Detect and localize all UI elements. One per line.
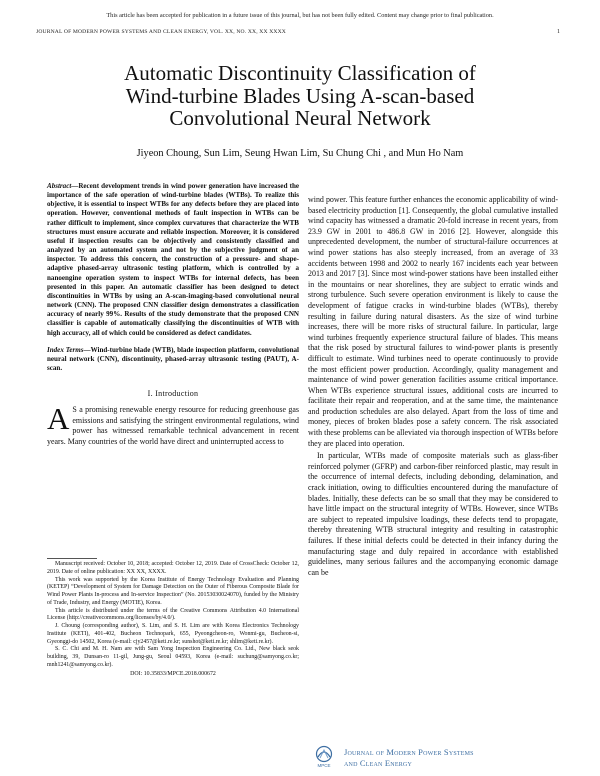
introduction-text: S a promising renewable energy resource for reducing greenhouse gas emissions and satisfying the stringent environmental regulations, wind power has witnessed remarkable technical advancement in recent years. Many countries of the world have direct and uninterrupted access to [47, 405, 299, 447]
footnote: S. C. Chi and M. H. Nam are with Sam Yong Inspection Engineering Co. Ltd., New black seok building, 39, Dunsan-ro 11-gil, Jung-gu, Seoul 04593, Korea (e-mail: suchung@samyong.co.kr; mnh1241@samyong.co.kr). [47, 646, 299, 668]
index-terms-text: —Wind-turbine blade (WTB), blade inspection platform, convolutional neural network (CNN), discontinuity, phased-array ultrasonic testing (PAUT), A-scan. [47, 345, 299, 372]
section-heading-introduction: I. Introduction [147, 389, 199, 399]
footnote: J. Choung (corresponding author), S. Lim, and S. H. Lim are with Korea Electronics Technology Institute (KETI), 401-402, Bucheon Technopark, 655, Pyeongcheon-ro, Wonmi-gu, Bucheon-si, Gyeonggi-do 14502, Korea (e-mail: cjy2457@keti.re.kr; sunshot@keti.re.kr; shlim@keti.re.kr). [47, 623, 299, 645]
abstract [47, 182, 299, 338]
paper-title [40, 62, 560, 130]
journal-logo [312, 745, 552, 771]
index-terms [47, 346, 299, 373]
drop-cap: A [47, 401, 70, 437]
footnote: Manuscript received: October 10, 2018; accepted: October 12, 2019. Date of CrossCheck: October 12, 2019. Date of online publication: XX XX, XXXX. [47, 561, 299, 575]
title-line-3: Convolutional Neural Network [169, 106, 431, 130]
journal-header: JOURNAL OF MODERN POWER SYSTEMS AND CLEAN ENERGY, VOL. XX, NO. XX, XX XXXX [36, 29, 286, 35]
right-column [308, 195, 558, 578]
abstract-text: —Recent development trends in wind power generation have increased the importance of the safe operation of wind-turbine blades (WTBs). To realize this objective, it is essential to inspect WTBs for any defects before they are placed into operation. However, conventional methods of fault inspection in WTBs can be rather difficult to implement, since complex curvatures that characterize the WTB structures must ensure accurate and reliable inspection. Moreover, it is considered useful if inspection results can be objectively and consistently classified and analyzed by an automated system and not by the subjective judgment of an inspector. To address this concern, the construction of a pressure- and shape-adaptive phased-array ultrasonic testing platform, which is controlled by a nanoengine operation system to inspect WTBs for internal defects, has been presented in this paper. An automatic classifier has been designed to detect discontinuities in WTBs by using an A-scan-imaging-based convolutional neural network (CNN). The proposed CNN classifier design demonstrates a classification accuracy of nearly 99%. Results of the study demonstrate that the proposed CNN classifier is capable of automatically classifying the discontinuities of WTB with high accuracy, all of which could be considered as defect candidates. [47, 182, 299, 337]
index-terms-label: Index Terms [47, 345, 84, 354]
body-paragraph: wind power. This feature further enhances the economic applicability of wind-based electricity production [1]. Consequently, the global cumulative installed wind capacity has witnessed a dramatic 20-fold increase in recent years, from 23.9 GW in 2001 to 486.8 GW in 2016 [2]. However, alongside this unprecedented development, the number of structural-failure occurrences at wind power stations has also steeply increased, from an average of 33 accidents between 1998 and 2002 to nearly 167 incidents each year between 2013 and 2017 [3]. Since most wind-power stations have been installed either in the mountains or near shorelines, they are subject to erratic winds and strong turbulence. Such severe operation environment is likely to cause the development of fatigue cracks in wind-turbine blades (WTBs), thereby resulting in failure during natural disasters. As the size of wind turbine increases, there will be more risks of structural failure. In particular, large wind turbines frequently experience structural failure of blades. This means that the risk posed by structural failures to wind-power plants is presently difficult to estimate. Wind turbines need to operate continuously to provide the most efficient power production. Accordingly, quality management and maintenance of wind power generation facilities assume critical importance. When WTBs experience structural issues, additional costs are incurred to facilitate their repair and reoperation, and at the same time, the maintenance and production schedules are also delayed. Apart from the loss of time and money, pieces of broken blades pose a safety concern. The risk associated with these problems can be alleviated via thorough inspection of WTBs before they are placed into operation. [308, 195, 558, 448]
footnote-divider [47, 558, 97, 559]
journal-emblem-icon [312, 745, 336, 771]
abstract-label: Abstract [47, 182, 72, 190]
journal-logo-text [344, 747, 474, 769]
doi: DOI: 10.35833/MPCE.2018.000672 [130, 670, 216, 677]
title-line-2: Wind-turbine Blades Using A-scan-based [125, 83, 475, 108]
body-paragraph: In particular, WTBs made of composite materials such as glass-fiber reinforced polymer (GFRP) and carbon-fiber reinforced plastic, may result in the occurrence of internal defects, including debonding, delamination, and crack initiation, owing to difficulties encountered during the manufacture of blades. Initially, these defects can be so small that they may be considered to have little impact on the structural integrity of WTBs. However, since WTBs are subject to repeated impulsive loadings, these defects tend to propagate, thereby threatening WTB structural integrity and resulting in catastrophic failures. If these initial defects could be detected in their infancy during the manufacturing stage and duly repaired in accordance with established guidelines, many serious failures and the accompanying economic damage can be [308, 451, 558, 577]
author-list: Jiyeon Choung, Sun Lim, Seung Hwan Lim, Su Chung Chi , and Mun Ho Nam [136, 148, 464, 159]
logo-line-2: and Clean Energy [344, 758, 412, 768]
emblem-text: MPCE [317, 763, 331, 768]
footnote: This article is distributed under the terms of the Creative Commons Attribution 4.0 International License (http://creativecommons.org/licenses/by/4.0/). [47, 607, 299, 622]
logo-line-1: Journal of Modern Power Systems [344, 747, 474, 757]
footnotes [47, 561, 299, 678]
left-column [47, 182, 299, 448]
page-number: 1 [557, 29, 560, 35]
footnote: This work was supported by the Korea Institute of Energy Technology Evaluation and Planning (KETEP) “Development of System for Damage Detection on the Outer of Fiberous Composite Blade for Wind Power Plants In-process and In-service Inspection” (No. 20153030024070), funded by the Ministry of Trade, Industry, and Energy (MOTIE), Korea. [47, 576, 299, 606]
publication-notice: This article has been accepted for publication in a future issue of this journal, but has not been fully edited. Content may change prior to final publication. [106, 12, 494, 19]
title-line-1: Automatic Discontinuity Classification of [124, 61, 476, 85]
introduction-paragraph [47, 401, 299, 447]
